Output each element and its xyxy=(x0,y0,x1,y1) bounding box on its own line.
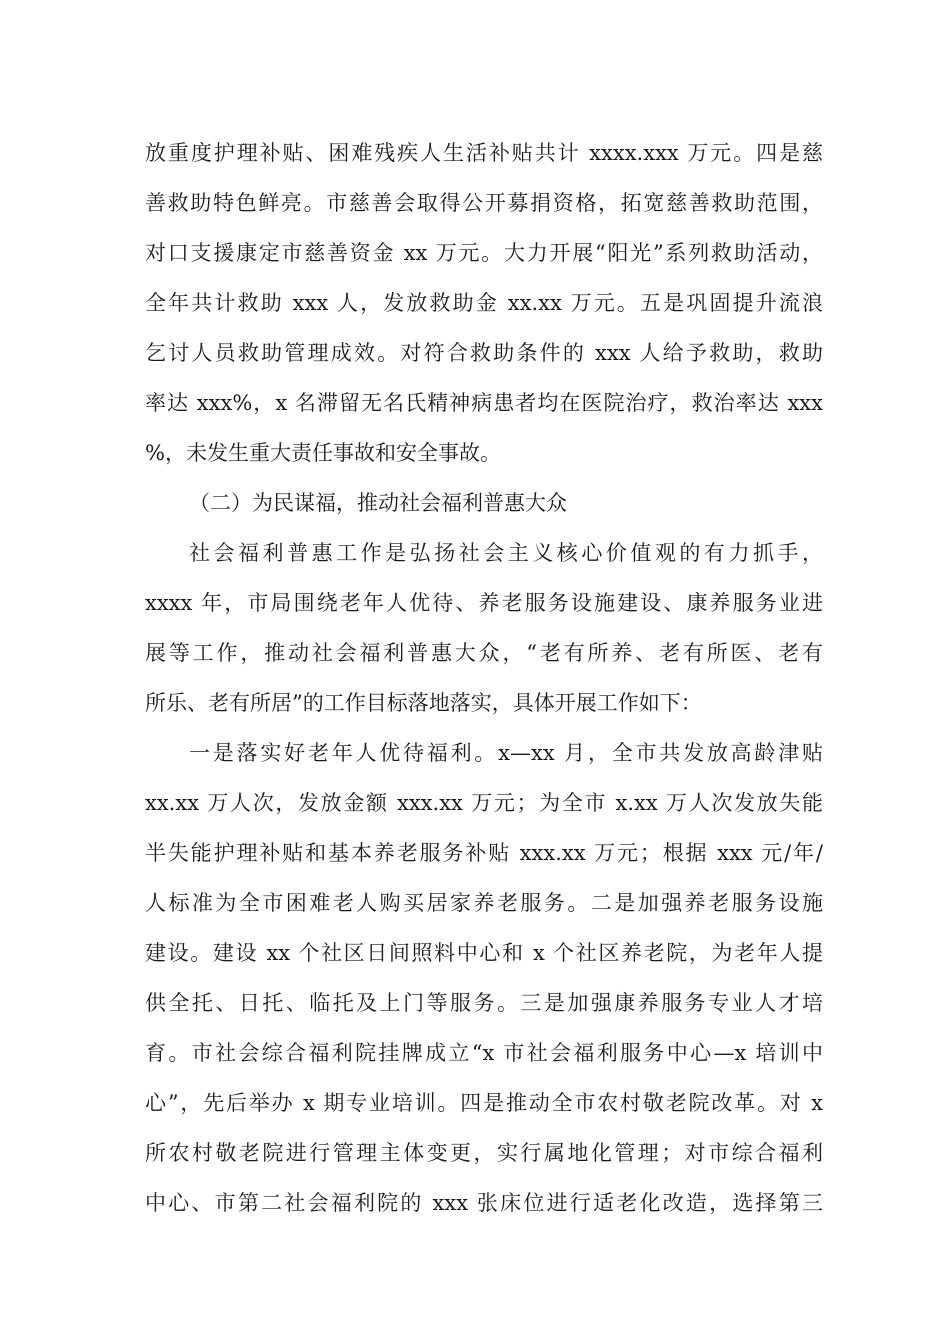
body-text-line: 所乐、老有所居”的工作目标落地落实，具体开展工作如下： xyxy=(145,691,702,715)
body-text-line: xxxx 年，市局围绕老年人优待、养老服务设施建设、康养服务业进 xyxy=(145,591,823,615)
body-text-line: 人标准为全市困难老人购买居家养老服务。二是加强养老服务设施 xyxy=(145,891,823,915)
body-text-line: 放重度护理补贴、困难残疾人生活补贴共计 xxxx.xxx 万元。四是慈 xyxy=(145,141,823,165)
section-heading: （二）为民谋福，推动社会福利普惠大众 xyxy=(189,491,567,515)
body-text-line: 建设。建设 xx 个社区日间照料中心和 x 个社区养老院，为老年人提 xyxy=(145,941,823,965)
body-text-line: 半失能护理补贴和基本养老服务补贴 xxx.xx 万元；根据 xxx 元/年/ xyxy=(145,841,823,865)
body-text-line: xx.xx 万人次，发放金额 xxx.xx 万元；为全市 x.xx 万人次发放失能 xyxy=(145,791,823,815)
body-text-line: 所农村敬老院进行管理主体变更，实行属地化管理；对市综合福利 xyxy=(145,1141,823,1165)
body-text-line: 一是落实好老年人优待福利。x—xx 月，全市共发放高龄津贴 xyxy=(189,741,823,765)
body-text-line: 供全托、日托、临托及上门等服务。三是加强康养服务专业人才培 xyxy=(145,991,823,1015)
body-text-line: %，未发生重大责任事故和安全事故。 xyxy=(145,441,501,465)
body-text-line: 率达 xxx%，x 名滞留无名氏精神病患者均在医院治疗，救治率达 xxx xyxy=(145,391,823,415)
body-text-line: 展等工作，推动社会福利普惠大众，“老有所养、老有所医、老有 xyxy=(145,641,823,665)
body-text-line: 全年共计救助 xxx 人，发放救助金 xx.xx 万元。五是巩固提升流浪 xyxy=(145,291,823,315)
body-text-line: 社会福利普惠工作是弘扬社会主义核心价值观的有力抓手， xyxy=(189,541,823,565)
body-text-line: 乞讨人员救助管理成效。对符合救助条件的 xxx 人给予救助，救助 xyxy=(145,341,823,365)
body-text-line: 育。市社会综合福利院挂牌成立“x 市社会福利服务中心—x 培训中 xyxy=(145,1041,823,1065)
body-text-line: 心”，先后举办 x 期专业培训。四是推动全市农村敬老院改革。对 x xyxy=(145,1091,823,1115)
body-text-line: 善救助特色鲜亮。市慈善会取得公开募捐资格，拓宽慈善救助范围， xyxy=(145,191,823,215)
body-text-line: 中心、市第二社会福利院的 xxx 张床位进行适老化改造，选择第三 xyxy=(145,1191,823,1215)
body-text-line: 对口支援康定市慈善资金 xx 万元。大力开展“阳光”系列救助活动， xyxy=(145,241,823,265)
